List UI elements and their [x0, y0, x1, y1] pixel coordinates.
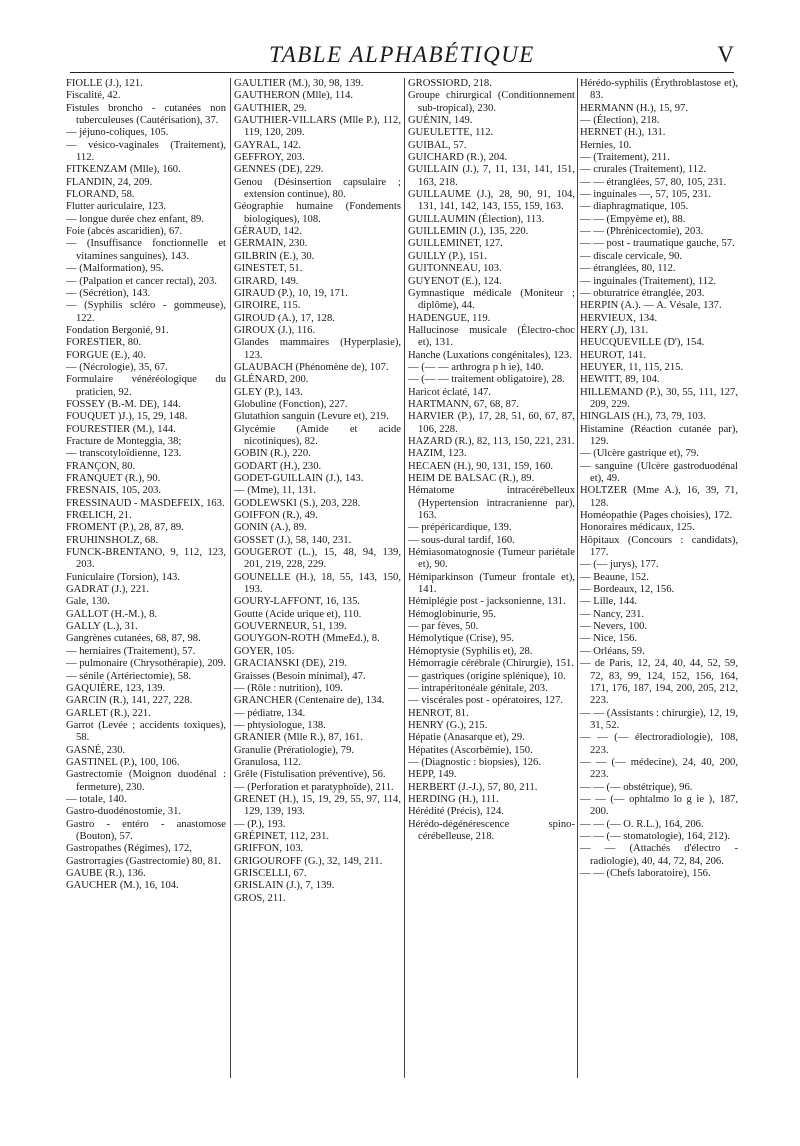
- index-entry: GODET-GUILLAIN (J.), 143.: [234, 473, 364, 484]
- index-entry: Hérédité (Précis), 124.: [408, 806, 504, 818]
- index-entry: GIROIRE, 115.: [234, 300, 301, 312]
- index-entry: HEWITT, 89, 104.: [580, 374, 660, 386]
- index-entry: GADRAT (J.), 221.: [66, 584, 150, 596]
- index-entry: GARLET (R.), 221.: [66, 707, 151, 719]
- index-entry: GOBIN (R.), 220.: [234, 448, 311, 460]
- index-entry: HAZARD (R.), 82, 113, 150, 221, 231.: [408, 435, 575, 447]
- index-entry: GUILLY (P.), 151.: [408, 250, 487, 262]
- index-entry: FRANÇON, 80.: [66, 460, 136, 472]
- index-entry: GRANIER (Mlle R.), 87, 161.: [234, 732, 363, 744]
- index-entry: — — (— O. R.L.), 164, 206.: [580, 818, 704, 830]
- index-entry: — par fèves, 50.: [408, 621, 479, 633]
- index-entry: GUILLEMINET, 127.: [408, 238, 503, 250]
- index-entry: GUYENOT (E.), 124.: [408, 275, 502, 287]
- index-entry: GUILLAUMIN (Élection), 113.: [408, 213, 545, 225]
- index-entry: — discale cervicale, 90.: [580, 250, 683, 262]
- index-entry: — — (Chefs laboratoire), 156.: [580, 868, 711, 879]
- index-entry: GEFFROY, 203.: [234, 152, 305, 164]
- index-entry: HERBERT (J.-J.), 57, 80, 211.: [408, 781, 538, 793]
- index-entry: FOUQUET )J.), 15, 29, 148.: [66, 411, 188, 423]
- index-entry: Fondation Bergonié, 91.: [66, 324, 169, 336]
- index-entry: — (— — arthrogra p h ie), 140.: [408, 361, 544, 373]
- index-entry: — inguinales (Traitement), 112.: [580, 275, 717, 287]
- index-entry: GLAUBACH (Phénomène de), 107.: [234, 361, 389, 373]
- index-entry: — (Élection), 218.: [580, 115, 660, 127]
- index-entry: GIRARD, 149.: [234, 275, 299, 287]
- index-entry: Fracture de Monteggia, 38;: [66, 435, 182, 447]
- index-entry: HARTMANN, 67, 68, 87.: [408, 398, 519, 410]
- index-entry: GOURY-LAFFONT, 16, 135.: [234, 596, 361, 608]
- index-entry: — totale, 140.: [66, 793, 127, 805]
- index-entry: GILBRIN (E.), 30.: [234, 250, 315, 262]
- index-entry: HERDING (H.), 111.: [408, 793, 499, 805]
- index-entry: HEIM DE BALSAC (R.), 89.: [408, 473, 535, 484]
- column-divider: [577, 78, 578, 1078]
- index-entry: GIROUD (A.), 17, 128.: [234, 312, 335, 324]
- index-entry: GOUNELLE (H.), 18, 55, 143, 150, 193.: [234, 571, 401, 596]
- index-entry: GOUGEROT (L.), 15, 48, 94, 139, 201, 219, 228, 229.: [234, 547, 401, 571]
- index-entry: HERPIN (A.). — A. Vésale, 137.: [580, 300, 722, 312]
- index-entry: Géographie humaine (Fondements biologiques), 108.: [234, 201, 401, 225]
- index-entry: — — (Attachés d'électro - radiologie), 40, 44, 72, 84, 206.: [580, 843, 738, 867]
- index-entry: GUILLEMIN (J.), 135, 220.: [408, 226, 529, 238]
- index-entry: FRESSINAUD - MASDEFEIX, 163.: [66, 497, 225, 509]
- index-entry: Hémiplégie post - jacksonienne, 131.: [408, 596, 566, 608]
- index-entry: — — (— médecine), 24, 40, 200, 223.: [580, 756, 738, 781]
- index-entry: FROMENT (P.), 28, 87, 89.: [66, 522, 184, 534]
- index-entry: GAUBE (R.), 136.: [66, 868, 146, 879]
- index-entry: Grêle (Fistulisation préventive), 56.: [234, 769, 386, 781]
- index-entry: Glandes mammaires (Hyperplasie), 123.: [234, 337, 401, 361]
- index-entry: HERNET (H.), 131.: [580, 127, 666, 139]
- index-entry: Funiculaire (Torsion), 143.: [66, 571, 181, 583]
- index-entry: — — (Empyème et), 88.: [580, 213, 686, 225]
- index-entry: — (Sécrétion), 143.: [66, 287, 151, 299]
- index-entry: — (Perforation et paratyphoïde), 211.: [234, 781, 394, 793]
- index-entry: — — post - traumatique gauche, 57.: [580, 238, 735, 250]
- index-entry: Glycémie (Amide et acide nicotiniques), 82.: [234, 423, 401, 447]
- index-entry: Haricot éclaté, 147.: [408, 386, 491, 398]
- index-entry: — diaphragmatique, 105.: [580, 201, 689, 213]
- index-entry: Graisses (Besoin minimal), 47.: [234, 670, 366, 682]
- index-entry: HENRY (G.), 215.: [408, 719, 488, 731]
- index-entry: FORESTIER, 80.: [66, 337, 142, 349]
- index-entry: GIRAUD (P.), 10, 19, 171.: [234, 287, 348, 299]
- index-entry: FLORAND, 58.: [66, 189, 135, 201]
- index-entry: FRUHINSHOLZ, 68.: [66, 534, 159, 546]
- index-entry: — jéjuno-coliques, 105.: [66, 127, 169, 139]
- index-entry: Gymnastique médicale (Moniteur ; diplôme), 44.: [408, 287, 575, 312]
- index-entry: Foie (abcès ascaridien), 67.: [66, 226, 183, 238]
- index-entry: — — (Phrénicectomie), 203.: [580, 226, 704, 238]
- index-entry: Glutathion sanguin (Levure et), 219.: [234, 411, 389, 423]
- index-entry: GERMAIN, 230.: [234, 238, 308, 250]
- index-entry: Hémiparkinson (Tumeur frontale et), 141.: [408, 571, 575, 596]
- index-entry: GARCIN (R.), 141, 227, 228.: [66, 695, 193, 707]
- index-entry: — (Nécrologie), 35, 67.: [66, 361, 168, 373]
- index-entry: — (Syphilis scléro - gommeuse), 122.: [66, 300, 226, 324]
- index-entry: Honoraires médicaux, 125.: [580, 522, 695, 534]
- index-entry: FITKENZAM (Mlle), 160.: [66, 164, 181, 176]
- index-entry: — — étranglées, 57, 80, 105, 231.: [580, 176, 727, 188]
- index-entry: Genou (Désinsertion capsulaire ; extension continue), 80.: [234, 176, 401, 201]
- index-entry: GROSSIORD, 218.: [408, 78, 492, 89]
- index-entry: — Nevers, 100.: [580, 621, 648, 633]
- index-entry: Fiscalité, 42.: [66, 90, 121, 102]
- index-entry: — — (— obstétrique), 96.: [580, 781, 693, 793]
- index-entry: — pulmonaire (Chrysothérapie), 209.: [66, 658, 226, 670]
- index-entry: — (— jurys), 177.: [580, 559, 659, 571]
- index-entry: Hépatie (Anasarque et), 29.: [408, 732, 525, 744]
- index-entry: — (— — traitement obligatoire), 28.: [408, 374, 565, 386]
- index-entry: Hanche (Luxations congénitales), 123.: [408, 349, 572, 361]
- index-entry: GAYRAL, 142.: [234, 139, 302, 151]
- index-entry: GUÉNIN, 149.: [408, 115, 473, 127]
- page-title: TABLE ALPHABÉTIQUE: [269, 42, 535, 67]
- index-entry: FORGUE (E.), 40.: [66, 349, 146, 361]
- index-entry: HADENGUE, 119.: [408, 312, 491, 324]
- index-entry: Hémiasomatognosie (Tumeur pariétale et), 90.: [408, 547, 575, 571]
- index-entry: GIROUX (J.), 116.: [234, 324, 316, 336]
- index-entry: GOYER, 105.: [234, 645, 295, 657]
- index-entry: — longue durée chez enfant, 89.: [66, 213, 204, 225]
- index-entry: GRISCELLI, 67.: [234, 868, 307, 879]
- index-entry: — transcotyloïdienne, 123.: [66, 448, 182, 460]
- index-entry: Hémoptysie (Syphilis et), 28.: [408, 645, 533, 657]
- index-entry: GENNES (DE), 229.: [234, 164, 324, 176]
- index-entry: — sous-dural tardif, 160.: [408, 534, 515, 546]
- index-entry: Homéopathie (Pages choisies), 172.: [580, 510, 733, 522]
- index-entry: Hémolytique (Crise), 95.: [408, 633, 514, 645]
- index-entry: HEPP, 149.: [408, 769, 457, 781]
- index-entry: — inguinales —, 57, 105, 231.: [580, 189, 711, 201]
- index-entry: GUILLAUME (J.), 28, 90, 91, 104, 131, 141, 142, 143, 155, 159, 163.: [408, 189, 575, 213]
- index-entry: HEUROT, 141.: [580, 349, 647, 361]
- index-entry: Gastropathes (Régimes), 172,: [66, 843, 192, 855]
- index-entry: — (Traitement), 211.: [580, 152, 670, 164]
- index-entry: GRACIANSKI (DE), 219.: [234, 658, 347, 670]
- index-entry: Hérédo-syphilis (Érythroblastose et), 83.: [580, 78, 738, 102]
- index-entry: FLANDIN, 24, 209.: [66, 176, 153, 188]
- index-entry: GODART (H.), 230.: [234, 460, 322, 472]
- index-entry: — de Paris, 12, 24, 40, 44, 52, 59, 72, 83, 99, 124, 152, 156, 164, 171, 176, 187, 194, 200, 205, 212, 223.: [580, 658, 738, 707]
- index-entry: — — (Assistants : chirurgie), 12, 19, 31, 52.: [580, 707, 738, 731]
- index-entry: GALLOT (H.-M.), 8.: [66, 608, 158, 620]
- index-entry: GONIN (A.), 89.: [234, 522, 307, 534]
- index-entry: GINESTET, 51.: [234, 263, 303, 275]
- index-entry: Gale, 130.: [66, 596, 110, 608]
- index-entry: HEUCQUEVILLE (D'), 154.: [580, 337, 705, 349]
- index-entry: GRENET (H.), 15, 19, 29, 55, 97, 114, 129, 139, 193.: [234, 793, 401, 818]
- index-entry: Flutter auriculaire, 123.: [66, 201, 167, 213]
- index-entry: — — (— stomatologie), 164, 212).: [580, 830, 731, 842]
- index-entry: Gangrènes cutanées, 68, 87, 98.: [66, 633, 201, 645]
- index-entry: — viscérales post - opératoires, 127.: [408, 695, 564, 707]
- index-entry: — étranglées, 80, 112.: [580, 263, 676, 275]
- index-entry: FOSSEY (B.-M. DE), 144.: [66, 398, 181, 410]
- index-entry: FUNCK-BRENTANO, 9, 112, 123, 203.: [66, 547, 226, 571]
- index-entry: Hallucinose musicale (Électro-choc et), 131.: [408, 324, 575, 349]
- index-entry: HILLEMAND (P.), 30, 55, 111, 127, 209, 229.: [580, 386, 738, 410]
- header-rule: [70, 72, 734, 73]
- index-entry: GUIBAL, 57.: [408, 139, 467, 151]
- index-entry: GAUTHERON (Mlle), 114.: [234, 90, 354, 102]
- index-entry: GRISLAIN (J.), 7, 139.: [234, 880, 335, 892]
- index-entry: — (Rôle : nutrition), 109.: [234, 682, 343, 694]
- index-entry: — crurales (Traitement), 112.: [580, 164, 707, 176]
- index-entry: Garrot (Levée ; accidents toxiques), 58.: [66, 719, 226, 744]
- index-entry: — (Diagnostic : biopsies), 126.: [408, 756, 541, 768]
- page-number: V: [717, 42, 734, 67]
- index-entry: Granulie (Prératiologie), 79.: [234, 744, 355, 756]
- index-entry: HECAEN (H.), 90, 131, 159, 160.: [408, 460, 554, 472]
- index-entry: GAUTHIER-VILLARS (Mlle P.), 112, 119, 120, 209.: [234, 115, 401, 139]
- index-entry: GAUTHIER, 29.: [234, 102, 307, 114]
- index-entry: GUITONNEAU, 103.: [408, 263, 502, 275]
- index-entry: — Lille, 144.: [580, 596, 638, 608]
- index-entry: GOUVERNEUR, 51, 139.: [234, 621, 347, 633]
- index-entry: Hépatites (Ascorbémie), 150.: [408, 744, 533, 756]
- index-entry: HAZIM, 123.: [408, 448, 467, 460]
- index-entry: — Nice, 156.: [580, 633, 638, 645]
- index-entry: HERVIEUX, 134.: [580, 312, 658, 324]
- index-entry: Hémoglobinurie, 95.: [408, 608, 496, 620]
- index-entry: FIOLLE (J.), 121.: [66, 78, 143, 89]
- index-entry: GAUCHER (M.), 16, 104.: [66, 880, 179, 892]
- index-entry: FOURESTIER (M.), 144.: [66, 423, 176, 435]
- index-entry: HOLTZER (Mme A.), 16, 39, 71, 128.: [580, 485, 738, 509]
- index-entry: HINGLAIS (H.), 73, 79, 103.: [580, 411, 706, 423]
- index-entry: Gastro-duodénostomie, 31.: [66, 806, 182, 818]
- index-entry: FRANQUET (R.), 90.: [66, 473, 161, 484]
- index-entry: — phtysiologue, 138.: [234, 719, 326, 731]
- index-entry: GUILLAIN (J.), 7, 11, 131, 141, 151, 163, 218.: [408, 164, 575, 188]
- index-entry: GASNÉ, 230.: [66, 744, 126, 756]
- column-divider: [230, 78, 231, 1078]
- index-entry: — (Malformation), 95.: [66, 263, 164, 275]
- index-entry: GODLEWSKI (S.), 203, 228.: [234, 497, 361, 509]
- index-entry: Groupe chirurgical (Conditionnement sub-tropical), 230.: [408, 90, 575, 114]
- index-entry: Gastrorragies (Gastrectomie) 80, 81.: [66, 855, 222, 867]
- index-entry: GLEY (P.), 143.: [234, 386, 303, 398]
- index-entry: — Orléans, 59.: [580, 645, 645, 657]
- index-entry: — (Ulcère gastrique et), 79.: [580, 448, 699, 460]
- index-entry: GRIFFON, 103.: [234, 843, 304, 855]
- index-entry: — Beaune, 152.: [580, 571, 649, 583]
- index-entry: Goutte (Acide urique et), 110.: [234, 608, 362, 620]
- index-entry: Histamine (Réaction cutanée par), 129.: [580, 423, 738, 447]
- index-entry: GRIGOUROFF (G.), 32, 149, 211.: [234, 855, 383, 867]
- index-entry: — obturatrice étranglée, 203.: [580, 287, 705, 299]
- index-entry: Hérédo-dégénérescence spino-cérébelleuse, 218.: [408, 818, 575, 842]
- index-entry: GUEULETTE, 112.: [408, 127, 494, 139]
- index-entry: FRESNAIS, 105, 203.: [66, 485, 162, 497]
- index-entry: HENROT, 81.: [408, 707, 469, 719]
- index-entry: GUICHARD (R.), 204.: [408, 152, 508, 164]
- index-entry: HERY (.J), 131.: [580, 324, 649, 336]
- index-entry: GOUYGON-ROTH (MmeEd.), 8.: [234, 633, 380, 645]
- index-entry: — (Insuffisance fonctionnelle et vitamines sanguines), 143.: [66, 238, 226, 262]
- index-entry: — gastriques (origine splénique), 10.: [408, 670, 566, 682]
- index-entry: — intrapéritonéale génitale, 203.: [408, 682, 548, 694]
- index-entry: GAULTIER (M.), 30, 98, 139.: [234, 78, 364, 89]
- index-entry: — herniaires (Traitement), 57.: [66, 645, 196, 657]
- index-entry: Formulaire vénéréologique du praticien, 92.: [66, 374, 226, 398]
- index-entry: Hématome intracérébelleux (Hypertension intracranienne par), 163.: [408, 485, 575, 522]
- index-entry: GRANCHER (Centenaire de), 134.: [234, 695, 385, 707]
- index-entry: — (P.), 193.: [234, 818, 286, 830]
- index-entry: — sanguine (Ulcère gastroduodénal et), 49.: [580, 460, 738, 484]
- index-entry: — — (— électroradiologie), 108, 223.: [580, 732, 738, 756]
- index-entry: GOSSET (J.), 58, 140, 231.: [234, 534, 352, 546]
- index-entry: — pédiatre, 134.: [234, 707, 306, 719]
- index-entry: HERMANN (H.), 15, 97.: [580, 102, 688, 114]
- index-entry: — prépéricardique, 139.: [408, 522, 512, 534]
- index-entry: GASTINEL (P.), 100, 106.: [66, 756, 180, 768]
- index-entry: GAQUIÈRE, 123, 139.: [66, 682, 166, 694]
- index-entry: FRŒLICH, 21.: [66, 510, 132, 522]
- index-entry: Fistules broncho - cutanées non tuberculeuses (Cautérisation), 37.: [66, 102, 226, 127]
- index-entry: — Nancy, 231.: [580, 608, 645, 620]
- index-entry: Globuline (Fonction), 227.: [234, 398, 348, 410]
- index-entry: — (Mme), 11, 131.: [234, 485, 316, 497]
- index-entry: Gastro - entéro - anastomose (Bouton), 57.: [66, 818, 226, 842]
- index-entry: Gastrectomie (Moignon duodénal : fermeture), 230.: [66, 769, 226, 793]
- index-entry: GÉRAUD, 142.: [234, 226, 302, 238]
- index-entry: GLÉNARD, 200.: [234, 374, 309, 386]
- index-entry: Granulosa, 112.: [234, 756, 301, 768]
- index-entry: GROS, 211.: [234, 892, 286, 904]
- index-entry: — — (— ophtalmo lo g ie ), 187, 200.: [580, 793, 738, 818]
- index-entry: GOIFFON (R.), 49.: [234, 510, 318, 522]
- index-entry: HARVIER (P.), 17, 28, 51, 60, 67, 87, 106, 228.: [408, 411, 575, 435]
- column-divider: [404, 78, 405, 1078]
- index-entry: — Bordeaux, 12, 156.: [580, 584, 675, 596]
- index-entry: — vésico-vaginales (Traitement), 112.: [66, 139, 226, 164]
- index-entry: — (Palpation et cancer rectal), 203.: [66, 275, 217, 287]
- index-entry: Hôpitaux (Concours : candidats), 177.: [580, 534, 738, 559]
- index-entry: Hernies, 10.: [580, 139, 632, 151]
- index-entry: GALLY (L.), 31.: [66, 621, 138, 633]
- index-entry: GRÉPINET, 112, 231.: [234, 830, 330, 842]
- index-entry: Hémorragie cérébrale (Chirurgie), 151.: [408, 658, 574, 670]
- index-entry: HEUYER, 11, 115, 215.: [580, 361, 684, 373]
- index-entry: — sénile (Artériectomie), 58.: [66, 670, 192, 682]
